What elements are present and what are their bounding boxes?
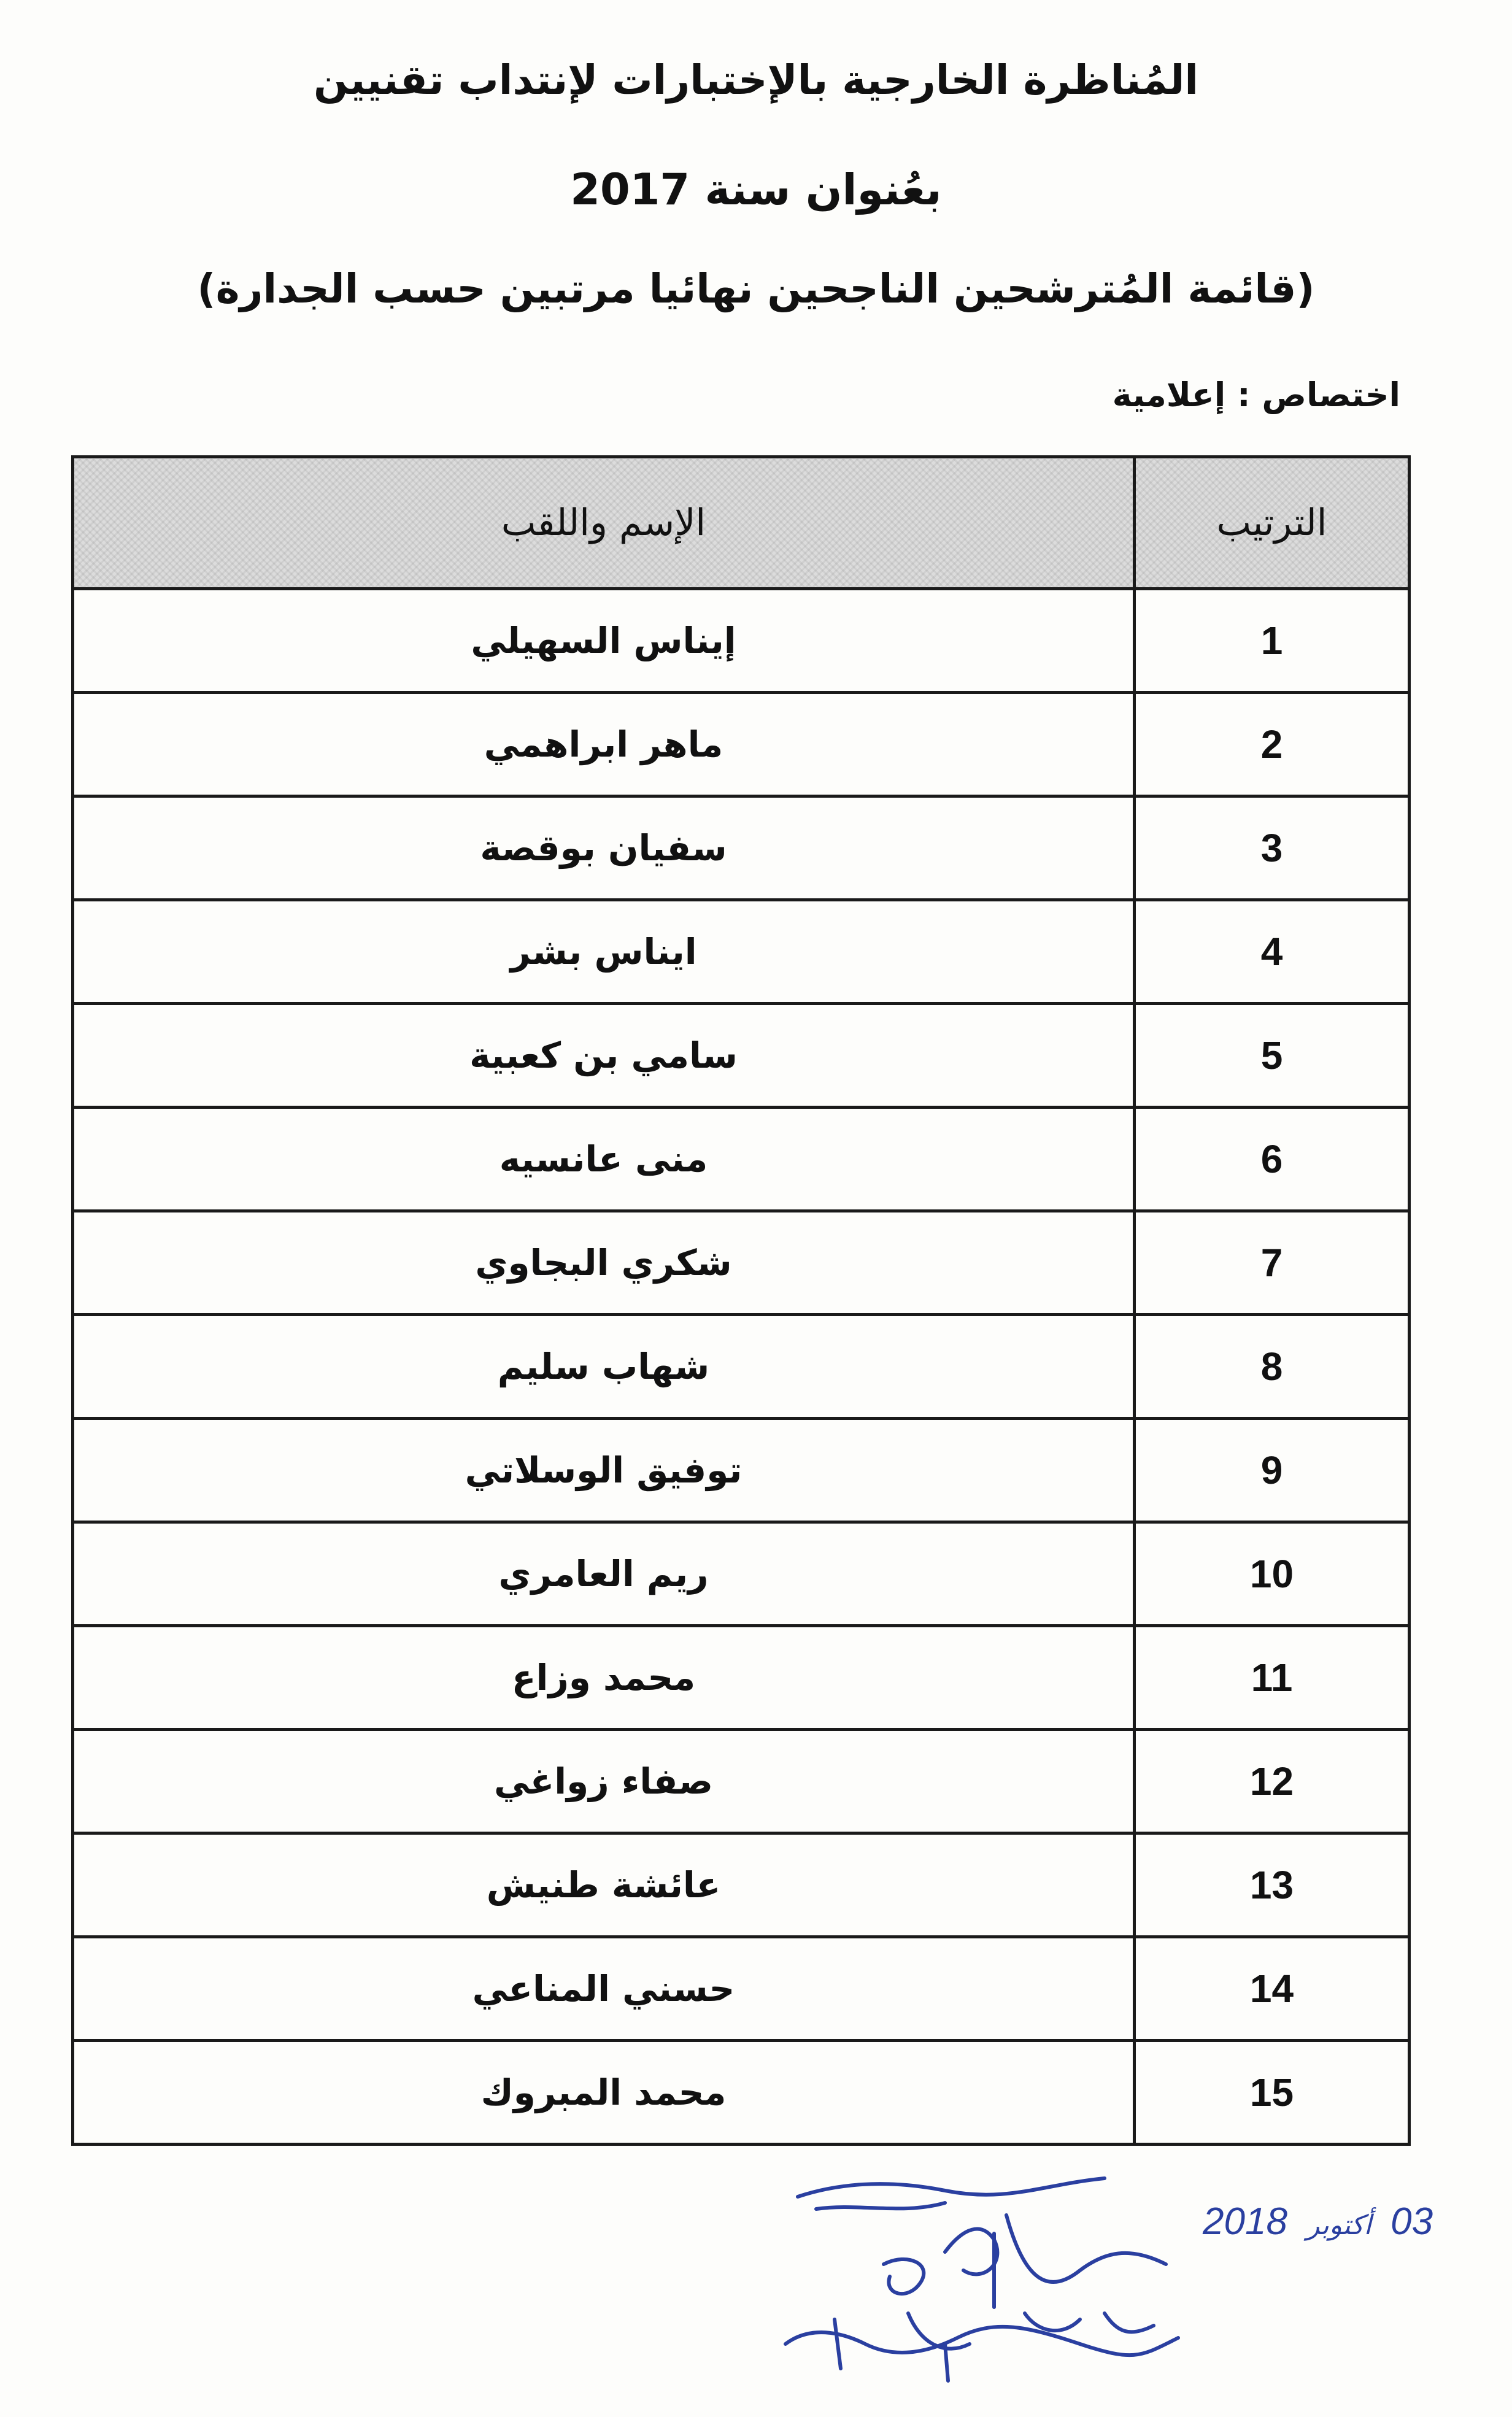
table-row: [73, 1211, 1410, 1315]
rank-cell: 10: [1135, 1522, 1410, 1626]
rank-cell: 7: [1135, 1211, 1410, 1315]
rank-cell: 9: [1135, 1419, 1410, 1522]
date-year: 2018: [1203, 2200, 1287, 2243]
specialty-label: اختصاص : إعلامية: [1112, 376, 1400, 414]
rank-cell: 11: [1135, 1626, 1410, 1730]
candidate-name-cell: عائشة طنيش: [73, 1833, 1135, 1937]
rank-cell: 1: [1135, 589, 1410, 693]
handwritten-signature-icon: [761, 2160, 1190, 2393]
candidate-name-cell: إيناس السهيلي: [73, 589, 1135, 693]
table-row: [73, 589, 1410, 693]
rank-cell: 5: [1135, 1004, 1410, 1108]
candidate-name-cell: صفاء زواغي: [73, 1730, 1135, 1833]
rank-cell: 4: [1135, 900, 1410, 1004]
candidate-name-cell: محمد وزاع: [73, 1626, 1135, 1730]
table-row: [73, 1004, 1410, 1108]
date-stamp: [1203, 2200, 1433, 2243]
rank-cell: 15: [1135, 2041, 1410, 2145]
rank-cell: 12: [1135, 1730, 1410, 1833]
table-row: [73, 1315, 1410, 1419]
rank-column-header: الترتيب: [1135, 457, 1410, 589]
table-row: [73, 1108, 1410, 1211]
rank-cell: 3: [1135, 796, 1410, 900]
document-subtitle: (قائمة المُترشحين الناجحين نهائيا مرتبين حسب الجدارة): [197, 265, 1315, 312]
candidate-name-cell: سامي بن كعبية: [73, 1004, 1135, 1108]
rank-cell: 6: [1135, 1108, 1410, 1211]
candidate-name-cell: شهاب سليم: [73, 1315, 1135, 1419]
table-row: [73, 1730, 1410, 1833]
candidate-name-cell: سفيان بوقصة: [73, 796, 1135, 900]
candidate-name-cell: ماهر ابراهمي: [73, 693, 1135, 796]
table-row: [73, 1937, 1410, 2041]
candidate-name-cell: توفيق الوسلاتي: [73, 1419, 1135, 1522]
table-row: [73, 693, 1410, 796]
candidate-name-cell: حسني المناعي: [73, 1937, 1135, 2041]
table-row: [73, 796, 1410, 900]
candidate-name-cell: ايناس بشر: [73, 900, 1135, 1004]
rank-cell: 14: [1135, 1937, 1410, 2041]
date-month: أكتوبر: [1306, 2210, 1371, 2241]
table-row: [73, 1626, 1410, 1730]
date-day: 03: [1390, 2200, 1433, 2243]
table-row: [73, 1419, 1410, 1522]
table-row: [73, 1833, 1410, 1937]
document-year-line: بعُنوان سنة 2017: [570, 164, 942, 215]
table-row: [73, 1522, 1410, 1626]
results-table: [71, 455, 1411, 2146]
rank-cell: 8: [1135, 1315, 1410, 1419]
candidate-name-cell: منى عانسيه: [73, 1108, 1135, 1211]
candidate-name-cell: محمد المبروك: [73, 2041, 1135, 2145]
rank-cell: 2: [1135, 693, 1410, 796]
candidate-name-cell: شكري البجاوي: [73, 1211, 1135, 1315]
rank-cell: 13: [1135, 1833, 1410, 1937]
table-row: [73, 900, 1410, 1004]
results-table-body: [73, 589, 1410, 2145]
table-row: [73, 2041, 1410, 2145]
table-header-row: [73, 457, 1410, 589]
name-column-header: الإسم واللقب: [73, 457, 1135, 589]
signature-stamp: [761, 2160, 1190, 2393]
candidate-name-cell: ريم العامري: [73, 1522, 1135, 1626]
document-title: المُناظرة الخارجية بالإختبارات لإنتداب تقنيين: [313, 56, 1199, 104]
